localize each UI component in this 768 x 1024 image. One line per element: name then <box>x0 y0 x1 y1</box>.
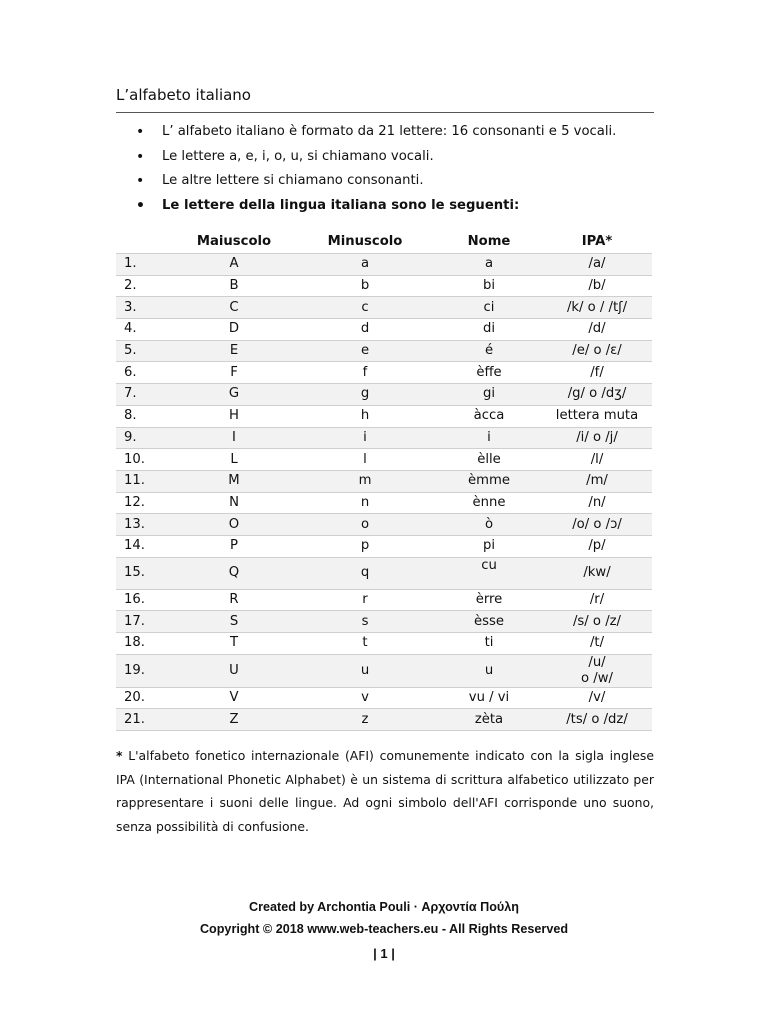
lowercase-letter: s <box>294 611 436 633</box>
uppercase-letter: C <box>174 297 294 319</box>
letter-name: èsse <box>436 611 542 633</box>
lowercase-letter: o <box>294 514 436 536</box>
header-number <box>116 229 174 254</box>
lowercase-letter: f <box>362 364 368 380</box>
alphabet-table <box>116 229 652 731</box>
table-row <box>116 340 652 362</box>
table-row <box>116 492 652 514</box>
ipa-value: /o/ o /ɔ/ <box>542 514 652 536</box>
ipa-value: /l/ <box>590 451 604 467</box>
row-number: 7. <box>116 384 174 406</box>
lowercase-letter: c <box>294 297 436 319</box>
row-number: 11. <box>116 470 174 492</box>
row-number: 6. <box>124 364 137 380</box>
uppercase-letter: B <box>229 278 239 294</box>
uppercase-letter: G <box>174 384 294 406</box>
lowercase-letter: q <box>294 557 436 589</box>
table-row <box>116 709 652 731</box>
table-row <box>116 633 652 655</box>
letter-name: é <box>436 340 542 362</box>
uppercase-letter: H <box>229 408 239 424</box>
ipa-line: o /w/ <box>581 670 613 686</box>
table-body <box>116 254 652 731</box>
letter-name: àcca <box>473 408 505 424</box>
lowercase-letter: v <box>361 690 369 706</box>
header-nome: Nome <box>467 233 511 249</box>
uppercase-letter: F <box>230 364 238 380</box>
uppercase-letter: I <box>174 427 294 449</box>
lowercase-letter: z <box>294 709 436 731</box>
letter-name: ènne <box>472 494 506 510</box>
ipa-line: /u/ <box>588 654 606 670</box>
ipa-value: /ts/ o /dz/ <box>542 709 652 731</box>
row-number: 3. <box>116 297 174 319</box>
row-number: 18. <box>124 635 145 651</box>
uppercase-letter: A <box>174 254 294 276</box>
letter-name: ci <box>436 297 542 319</box>
ipa-value: /p/ <box>588 538 606 554</box>
letter-name: di <box>482 321 496 337</box>
ipa-value: /s/ o /z/ <box>542 611 652 633</box>
lowercase-letter: g <box>294 384 436 406</box>
ipa-footnote <box>116 744 654 838</box>
ipa-value: /k/ o / /tʃ/ <box>542 297 652 319</box>
ipa-value <box>542 654 652 687</box>
bullet-item: • Le altre lettere si chiamano consonanti. <box>116 169 676 194</box>
letter-name: èrre <box>475 591 503 607</box>
letter-name: bi <box>482 278 496 294</box>
ipa-value: /i/ o /j/ <box>542 427 652 449</box>
row-number: 9. <box>116 427 174 449</box>
lowercase-letter: h <box>360 408 370 424</box>
letter-name: ti <box>484 635 494 651</box>
row-number: 21. <box>116 709 174 731</box>
table-row <box>116 362 652 384</box>
credits-copyright: Copyright © 2018 www.web-teachers.eu - All Rights Reserved <box>199 922 569 936</box>
row-number: 20. <box>124 690 145 706</box>
intro-bullet-list <box>116 120 676 218</box>
row-number: 2. <box>124 278 137 294</box>
uppercase-letter: S <box>174 611 294 633</box>
row-number: 13. <box>116 514 174 536</box>
ipa-value: /e/ o /ɛ/ <box>542 340 652 362</box>
table-row <box>116 405 652 427</box>
table-row <box>116 589 652 611</box>
ipa-value: /d/ <box>588 321 606 337</box>
uppercase-letter: O <box>174 514 294 536</box>
row-number: 15. <box>116 557 174 589</box>
page-title: L’alfabeto italiano <box>116 86 251 104</box>
header-minuscolo: Minuscolo <box>327 233 403 249</box>
ipa-value: /f/ <box>590 364 604 380</box>
table-row <box>116 557 652 589</box>
lowercase-letter: p <box>360 538 370 554</box>
table-row <box>116 297 652 319</box>
letter-name: i <box>436 427 542 449</box>
bullet-item: • L’ alfabeto italiano è formato da 21 lettere: 16 consonanti e 5 vocali. <box>116 120 676 145</box>
page-number: | 1 | <box>373 946 395 961</box>
letter-name: èffe <box>476 364 502 380</box>
table-row <box>116 687 652 709</box>
row-number: 16. <box>124 591 145 607</box>
letter-name: pi <box>482 538 496 554</box>
ipa-value: /a/ <box>542 254 652 276</box>
table-row <box>116 254 652 276</box>
lowercase-letter: t <box>362 635 368 651</box>
uppercase-letter: D <box>228 321 240 337</box>
letter-name: èmme <box>436 470 542 492</box>
table-row <box>116 319 652 341</box>
lowercase-letter: m <box>294 470 436 492</box>
lowercase-letter: b <box>360 278 370 294</box>
credits-author: Created by Archontia Pouli · Αρχοντία Πούλη <box>249 900 519 914</box>
letter-name: cu <box>436 557 542 589</box>
letter-name: ò <box>436 514 542 536</box>
uppercase-letter: Q <box>174 557 294 589</box>
lowercase-letter: l <box>363 451 367 467</box>
lowercase-letter: u <box>294 654 436 687</box>
uppercase-letter: U <box>174 654 294 687</box>
letter-name: èlle <box>477 451 501 467</box>
letter-name: u <box>436 654 542 687</box>
footnote-star: * <box>116 748 123 763</box>
lowercase-letter: n <box>360 494 370 510</box>
table-row <box>116 449 652 471</box>
ipa-value: /m/ <box>542 470 652 492</box>
header-ipa: IPA* <box>581 233 613 249</box>
table-row <box>116 470 652 492</box>
table-row <box>116 427 652 449</box>
lowercase-letter: e <box>294 340 436 362</box>
uppercase-letter: Z <box>174 709 294 731</box>
letter-name: gi <box>436 384 542 406</box>
table-row <box>116 654 652 687</box>
row-number: 14. <box>124 538 145 554</box>
row-number: 19. <box>116 654 174 687</box>
uppercase-letter: E <box>174 340 294 362</box>
uppercase-letter: T <box>229 635 239 651</box>
lowercase-letter: r <box>362 591 368 607</box>
uppercase-letter: M <box>174 470 294 492</box>
lowercase-letter: i <box>294 427 436 449</box>
ipa-value: /b/ <box>588 278 606 294</box>
row-number: 10. <box>124 451 145 467</box>
table-row <box>116 535 652 557</box>
uppercase-letter: L <box>230 451 238 467</box>
ipa-value: /t/ <box>589 635 605 651</box>
uppercase-letter: V <box>229 690 239 706</box>
row-number: 1. <box>116 254 174 276</box>
uppercase-letter: N <box>229 494 239 510</box>
footnote-text: L'alfabeto fonetico internazionale (AFI) comunemente indicato con la sigla inglese IPA (International Phonetic Alphabet) è un sistema di scrittura alfabetico utilizzato per rappresentare i suoni delle lingue. Ad ogni simbolo dell'AFI corrisponde uno suono, senza possibilità di confusione. <box>116 748 654 834</box>
uppercase-letter: R <box>229 591 239 607</box>
row-number: 4. <box>124 321 137 337</box>
letter-name: zèta <box>436 709 542 731</box>
row-number: 8. <box>124 408 137 424</box>
row-number: 12. <box>124 494 145 510</box>
bullet-item: • Le lettere della lingua italiana sono le seguenti: <box>116 194 676 219</box>
lowercase-letter: d <box>360 321 370 337</box>
title-underline <box>116 112 654 113</box>
table-row <box>116 275 652 297</box>
row-number: 5. <box>116 340 174 362</box>
table-header-row <box>116 229 652 254</box>
ipa-value: /v/ <box>588 690 606 706</box>
lowercase-letter: a <box>294 254 436 276</box>
table-row <box>116 611 652 633</box>
table-row <box>116 514 652 536</box>
table-row <box>116 384 652 406</box>
ipa-value: /n/ <box>588 494 606 510</box>
letter-name: vu / vi <box>468 690 510 706</box>
ipa-value: lettera muta <box>555 408 639 424</box>
ipa-value: /g/ o /dʒ/ <box>542 384 652 406</box>
bullet-item: • Le lettere a, e, i, o, u, si chiamano vocali. <box>116 145 676 170</box>
header-maiuscolo: Maiuscolo <box>196 233 272 249</box>
credits-block <box>0 896 768 940</box>
ipa-value: /kw/ <box>542 557 652 589</box>
ipa-value: /r/ <box>589 591 605 607</box>
uppercase-letter: P <box>230 538 238 554</box>
row-number: 17. <box>116 611 174 633</box>
letter-name: a <box>436 254 542 276</box>
